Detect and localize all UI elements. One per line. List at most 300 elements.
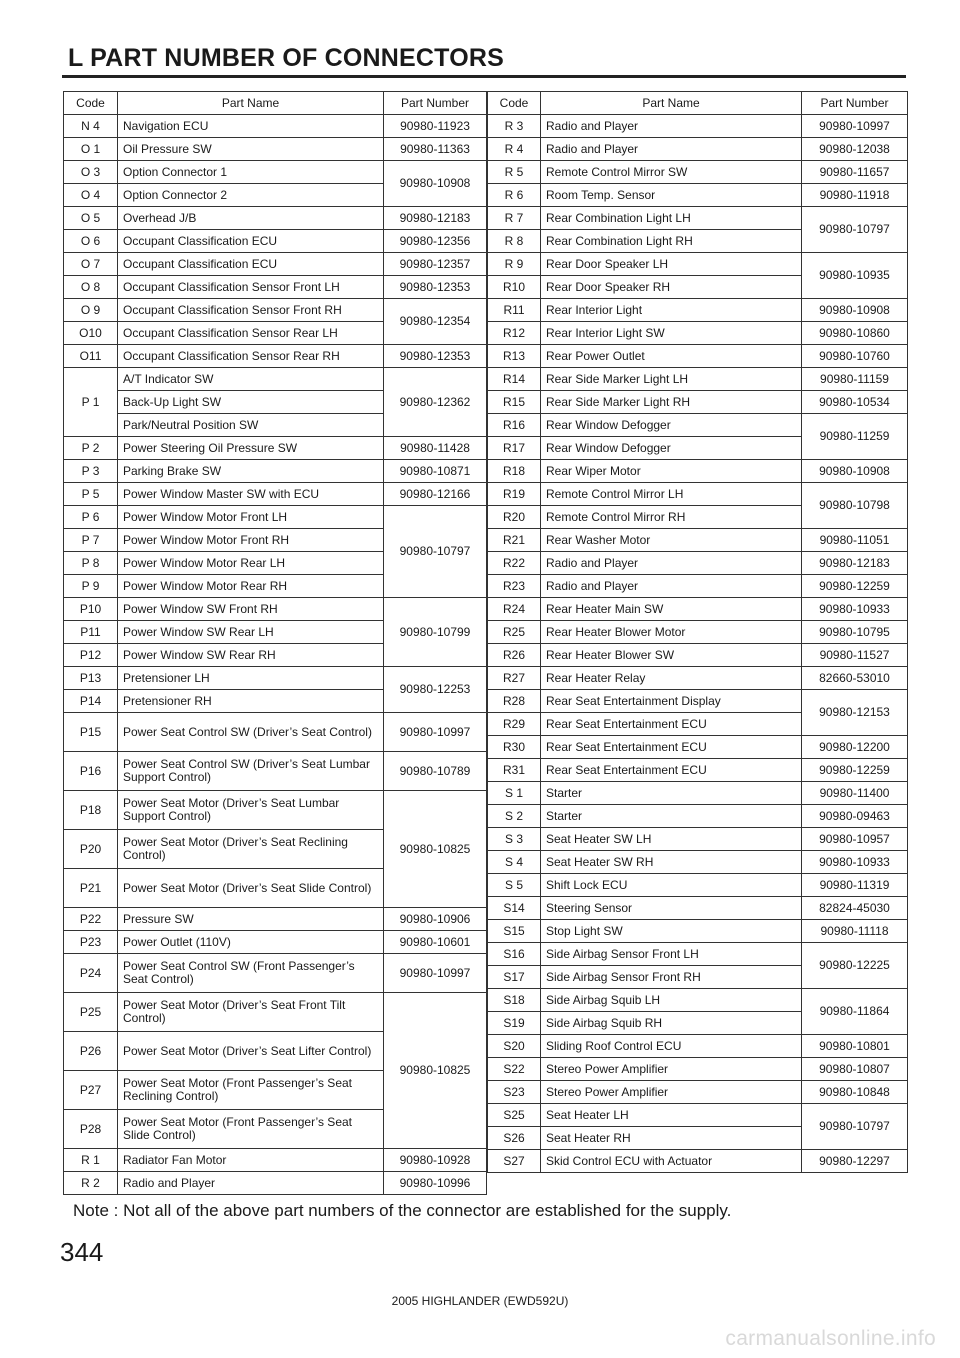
part-number: 90980-10933 [802, 598, 908, 621]
connector-code: R18 [488, 460, 541, 483]
part-name: Radio and Player [541, 575, 802, 598]
part-number: 90980-10860 [802, 322, 908, 345]
table-row [64, 230, 487, 253]
table-row [488, 851, 908, 874]
connector-code: R 5 [488, 161, 541, 184]
part-name: Rear Combination Light RH [541, 230, 802, 253]
connector-code: S23 [488, 1081, 541, 1104]
supply-note: Note : Not all of the above part numbers of the connector are established for the supply. [73, 1201, 732, 1220]
connector-code: P 3 [64, 460, 118, 483]
part-number: 90980-12183 [802, 552, 908, 575]
part-number: 90980-12356 [384, 230, 487, 253]
table-row [488, 782, 908, 805]
connector-code: P24 [64, 954, 118, 993]
part-number: 90980-11400 [802, 782, 908, 805]
table-row [64, 138, 487, 161]
table-row [64, 752, 487, 791]
part-name: Power Seat Motor (Driver’s Seat Front Tilt Control) [118, 993, 384, 1032]
part-number: 90980-11923 [384, 115, 487, 138]
connector-table-left [63, 91, 487, 1195]
part-name: Rear Seat Entertainment ECU [541, 736, 802, 759]
connector-code: R30 [488, 736, 541, 759]
connector-code: R 1 [64, 1149, 118, 1172]
connector-code: P 8 [64, 552, 118, 575]
part-number: 90980-10848 [802, 1081, 908, 1104]
part-name: Power Window Motor Front RH [118, 529, 384, 552]
part-number: 90980-12357 [384, 253, 487, 276]
part-number: 90980-11428 [384, 437, 487, 460]
part-number: 90980-10798 [802, 483, 908, 529]
connector-code: P 2 [64, 437, 118, 460]
part-name: Stereo Power Amplifier [541, 1058, 802, 1081]
connector-code: R27 [488, 667, 541, 690]
part-name: Occupant Classification ECU [118, 253, 384, 276]
table-row [488, 828, 908, 851]
part-name: Steering Sensor [541, 897, 802, 920]
connector-code: P16 [64, 752, 118, 791]
connector-code: S 5 [488, 874, 541, 897]
part-name: Rear Combination Light LH [541, 207, 802, 230]
part-name: Starter [541, 805, 802, 828]
table-row [488, 184, 908, 207]
part-name: Back-Up Light SW [118, 391, 384, 414]
table-row [488, 138, 908, 161]
connector-code: R17 [488, 437, 541, 460]
part-name: Sliding Roof Control ECU [541, 1035, 802, 1058]
connector-code: O 7 [64, 253, 118, 276]
part-name: Radiator Fan Motor [118, 1149, 384, 1172]
connector-code: O11 [64, 345, 118, 368]
table-row [488, 1081, 908, 1104]
connector-code: R 7 [488, 207, 541, 230]
connector-code: R16 [488, 414, 541, 437]
part-name: Power Seat Motor (Driver’s Seat Slide Control) [118, 869, 384, 908]
part-name: Rear Seat Entertainment ECU [541, 759, 802, 782]
part-number: 90980-10933 [802, 851, 908, 874]
connector-table-right [487, 91, 908, 1173]
header-code: Code [488, 92, 541, 115]
table-row [64, 931, 487, 954]
part-number: 90980-10871 [384, 460, 487, 483]
connector-code: S 4 [488, 851, 541, 874]
table-row [488, 920, 908, 943]
part-name: Power Seat Motor (Front Passenger’s Seat Slide Control) [118, 1110, 384, 1149]
part-number: 90980-10601 [384, 931, 487, 954]
title-divider [62, 75, 906, 78]
part-number: 82824-45030 [802, 897, 908, 920]
connector-code: S14 [488, 897, 541, 920]
table-row [64, 954, 487, 993]
part-name: Rear Heater Blower SW [541, 644, 802, 667]
part-name: Rear Seat Entertainment Display [541, 690, 802, 713]
page-title: L PART NUMBER OF CONNECTORS [68, 44, 504, 72]
table-row [488, 759, 908, 782]
part-number: 90980-11864 [802, 989, 908, 1035]
part-number: 90980-10957 [802, 828, 908, 851]
connector-code: R 3 [488, 115, 541, 138]
connector-code: R24 [488, 598, 541, 621]
connector-code: S17 [488, 966, 541, 989]
connector-code: R 6 [488, 184, 541, 207]
table-row [488, 207, 908, 230]
connector-code: R26 [488, 644, 541, 667]
connector-code: S20 [488, 1035, 541, 1058]
header-code: Code [64, 92, 118, 115]
watermark: carmanualsonline.info [725, 1327, 936, 1350]
part-number: 90980-11051 [802, 529, 908, 552]
part-name: Rear Seat Entertainment ECU [541, 713, 802, 736]
connector-code: R28 [488, 690, 541, 713]
connector-code: S18 [488, 989, 541, 1012]
connector-code: R10 [488, 276, 541, 299]
part-number: 90980-10996 [384, 1172, 487, 1195]
part-name: Power Outlet (110V) [118, 931, 384, 954]
part-number: 90980-12353 [384, 276, 487, 299]
part-number: 90980-10807 [802, 1058, 908, 1081]
part-number: 90980-12259 [802, 759, 908, 782]
part-number: 90980-10997 [384, 713, 487, 752]
part-number: 82660-53010 [802, 667, 908, 690]
table-row [488, 1104, 908, 1127]
connector-code: O 4 [64, 184, 118, 207]
table-row [488, 460, 908, 483]
connector-code: R 2 [64, 1172, 118, 1195]
table-row [64, 253, 487, 276]
connector-code: O 6 [64, 230, 118, 253]
part-number: 90980-12362 [384, 368, 487, 437]
table-row [488, 1035, 908, 1058]
part-number: 90980-10795 [802, 621, 908, 644]
part-name: Parking Brake SW [118, 460, 384, 483]
part-number: 90980-12225 [802, 943, 908, 989]
table-row [488, 368, 908, 391]
table-row [488, 989, 908, 1012]
table-row [488, 575, 908, 598]
table-row [64, 299, 487, 322]
part-number: 90980-12354 [384, 299, 487, 345]
part-name: Seat Heater SW LH [541, 828, 802, 851]
connector-code: O 3 [64, 161, 118, 184]
part-number: 90980-11918 [802, 184, 908, 207]
connector-code: R 8 [488, 230, 541, 253]
connector-code: S25 [488, 1104, 541, 1127]
table-row [488, 391, 908, 414]
connector-code: S16 [488, 943, 541, 966]
part-name: Power Seat Motor (Driver’s Seat Reclining Control) [118, 830, 384, 869]
connector-code: R31 [488, 759, 541, 782]
table-row [64, 483, 487, 506]
part-number: 90980-10760 [802, 345, 908, 368]
table-row [488, 1058, 908, 1081]
connector-code: P28 [64, 1110, 118, 1149]
table-row [488, 598, 908, 621]
table-row [488, 552, 908, 575]
connector-code: O 9 [64, 299, 118, 322]
part-number: 90980-10534 [802, 391, 908, 414]
part-name: Side Airbag Sensor Front LH [541, 943, 802, 966]
table-row [64, 161, 487, 184]
connector-code: O 1 [64, 138, 118, 161]
connector-code: R14 [488, 368, 541, 391]
part-name: A/T Indicator SW [118, 368, 384, 391]
connector-code: R13 [488, 345, 541, 368]
connector-code: R25 [488, 621, 541, 644]
part-name: Power Seat Motor (Driver’s Seat Lifter Control) [118, 1032, 384, 1071]
part-number: 90980-11319 [802, 874, 908, 897]
part-name: Rear Side Marker Light LH [541, 368, 802, 391]
connector-code: P18 [64, 791, 118, 830]
table-row [488, 299, 908, 322]
part-name: Rear Interior Light SW [541, 322, 802, 345]
part-name: Rear Washer Motor [541, 529, 802, 552]
connector-code: P23 [64, 931, 118, 954]
connector-code: P15 [64, 713, 118, 752]
header-part-name: Part Name [118, 92, 384, 115]
part-number: 90980-10908 [802, 299, 908, 322]
table-row [488, 115, 908, 138]
connector-code: P 9 [64, 575, 118, 598]
part-number: 90980-10825 [384, 791, 487, 908]
part-name: Rear Heater Main SW [541, 598, 802, 621]
part-name: Power Seat Control SW (Driver’s Seat Control) [118, 713, 384, 752]
part-name: Park/Neutral Position SW [118, 414, 384, 437]
table-row [488, 414, 908, 437]
part-name: Side Airbag Squib LH [541, 989, 802, 1012]
table-row [64, 345, 487, 368]
connector-code: P13 [64, 667, 118, 690]
connector-code: P22 [64, 908, 118, 931]
part-name: Stereo Power Amplifier [541, 1081, 802, 1104]
part-name: Pressure SW [118, 908, 384, 931]
part-name: Rear Heater Relay [541, 667, 802, 690]
connector-code: S27 [488, 1150, 541, 1173]
part-name: Remote Control Mirror SW [541, 161, 802, 184]
part-name: Power Window Motor Rear RH [118, 575, 384, 598]
table-row [64, 908, 487, 931]
connector-code: R15 [488, 391, 541, 414]
part-number: 90980-12038 [802, 138, 908, 161]
part-name: Stop Light SW [541, 920, 802, 943]
table-row [64, 460, 487, 483]
part-name: Power Seat Motor (Driver’s Seat Lumbar Support Control) [118, 791, 384, 830]
connector-code: P12 [64, 644, 118, 667]
part-number: 90980-12200 [802, 736, 908, 759]
table-row [488, 161, 908, 184]
header-part-number: Part Number [384, 92, 487, 115]
part-number: 90980-10801 [802, 1035, 908, 1058]
part-name: Rear Wiper Motor [541, 460, 802, 483]
connector-code: R 4 [488, 138, 541, 161]
table-row [64, 667, 487, 690]
part-name: Pretensioner RH [118, 690, 384, 713]
connector-code: O 8 [64, 276, 118, 299]
header-part-name: Part Name [541, 92, 802, 115]
part-number: 90980-10797 [802, 1104, 908, 1150]
part-name: Power Window Master SW with ECU [118, 483, 384, 506]
connector-code: P 6 [64, 506, 118, 529]
connector-code: S19 [488, 1012, 541, 1035]
table-row [488, 345, 908, 368]
connector-code: S 1 [488, 782, 541, 805]
part-name: Power Seat Control SW (Driver’s Seat Lumbar Support Control) [118, 752, 384, 791]
connector-code: R12 [488, 322, 541, 345]
part-name: Rear Power Outlet [541, 345, 802, 368]
table-row [64, 115, 487, 138]
connector-code: P21 [64, 869, 118, 908]
part-name: Remote Control Mirror LH [541, 483, 802, 506]
table-row [64, 993, 487, 1032]
connector-code: S15 [488, 920, 541, 943]
document-footer: 2005 HIGHLANDER (EWD592U) [391, 1294, 569, 1308]
part-name: Rear Door Speaker LH [541, 253, 802, 276]
table-row [64, 437, 487, 460]
part-name: Rear Interior Light [541, 299, 802, 322]
part-name: Seat Heater LH [541, 1104, 802, 1127]
part-name: Occupant Classification Sensor Front RH [118, 299, 384, 322]
part-number: 90980-12353 [384, 345, 487, 368]
table-row [488, 322, 908, 345]
connector-code: P14 [64, 690, 118, 713]
part-number: 90980-11259 [802, 414, 908, 460]
part-number: 90980-10908 [384, 161, 487, 207]
part-number: 90980-12253 [384, 667, 487, 713]
part-number: 90980-09463 [802, 805, 908, 828]
connector-code: P11 [64, 621, 118, 644]
table-row [64, 368, 487, 391]
part-name: Radio and Player [541, 115, 802, 138]
part-name: Option Connector 2 [118, 184, 384, 207]
part-name: Radio and Player [541, 138, 802, 161]
part-number: 90980-10797 [802, 207, 908, 253]
table-row [488, 1150, 908, 1173]
part-name: Shift Lock ECU [541, 874, 802, 897]
table-row [64, 1172, 487, 1195]
part-name: Occupant Classification Sensor Rear RH [118, 345, 384, 368]
connector-code: S26 [488, 1127, 541, 1150]
part-number: 90980-12166 [384, 483, 487, 506]
part-name: Rear Side Marker Light RH [541, 391, 802, 414]
part-number: 90980-10797 [384, 506, 487, 598]
table-row [488, 483, 908, 506]
header-part-number: Part Number [802, 92, 908, 115]
part-number: 90980-10997 [802, 115, 908, 138]
part-number: 90980-11363 [384, 138, 487, 161]
part-name: Occupant Classification Sensor Front LH [118, 276, 384, 299]
connector-code: R22 [488, 552, 541, 575]
part-number: 90980-10928 [384, 1149, 487, 1172]
part-number: 90980-11527 [802, 644, 908, 667]
part-name: Rear Window Defogger [541, 414, 802, 437]
part-name: Rear Heater Blower Motor [541, 621, 802, 644]
part-name: Skid Control ECU with Actuator [541, 1150, 802, 1173]
connector-code: R29 [488, 713, 541, 736]
part-number: 90980-11657 [802, 161, 908, 184]
part-number: 90980-10908 [802, 460, 908, 483]
page-number: 344 [60, 1237, 104, 1267]
connector-code: P27 [64, 1071, 118, 1110]
connector-code: R21 [488, 529, 541, 552]
part-name: Seat Heater RH [541, 1127, 802, 1150]
part-number: 90980-12183 [384, 207, 487, 230]
table-row [64, 1149, 487, 1172]
connector-code: P10 [64, 598, 118, 621]
table-row [488, 667, 908, 690]
part-name: Seat Heater SW RH [541, 851, 802, 874]
part-name: Radio and Player [118, 1172, 384, 1195]
part-name: Oil Pressure SW [118, 138, 384, 161]
table-row [488, 690, 908, 713]
part-number: 90980-10997 [384, 954, 487, 993]
table-row [488, 943, 908, 966]
part-number: 90980-11159 [802, 368, 908, 391]
part-name: Side Airbag Sensor Front RH [541, 966, 802, 989]
part-name: Room Temp. Sensor [541, 184, 802, 207]
part-name: Navigation ECU [118, 115, 384, 138]
connector-code: R11 [488, 299, 541, 322]
part-number: 90980-12153 [802, 690, 908, 736]
part-number: 90980-10906 [384, 908, 487, 931]
connector-code: O 5 [64, 207, 118, 230]
part-number: 90980-10799 [384, 598, 487, 667]
part-name: Occupant Classification ECU [118, 230, 384, 253]
table-row [64, 276, 487, 299]
part-name: Remote Control Mirror RH [541, 506, 802, 529]
part-name: Side Airbag Squib RH [541, 1012, 802, 1035]
part-number: 90980-10825 [384, 993, 487, 1149]
part-name: Power Steering Oil Pressure SW [118, 437, 384, 460]
connector-code: S22 [488, 1058, 541, 1081]
part-name: Power Window Motor Rear LH [118, 552, 384, 575]
connector-code: R 9 [488, 253, 541, 276]
part-name: Rear Window Defogger [541, 437, 802, 460]
part-name: Power Seat Control SW (Front Passenger’s Seat Control) [118, 954, 384, 993]
part-number: 90980-12259 [802, 575, 908, 598]
connector-code: R20 [488, 506, 541, 529]
connector-code: P 7 [64, 529, 118, 552]
part-name: Radio and Player [541, 552, 802, 575]
part-name: Power Seat Motor (Front Passenger’s Seat Reclining Control) [118, 1071, 384, 1110]
part-name: Occupant Classification Sensor Rear LH [118, 322, 384, 345]
table-row [64, 506, 487, 529]
connector-code: S 2 [488, 805, 541, 828]
table-row [64, 791, 487, 830]
part-name: Power Window SW Front RH [118, 598, 384, 621]
table-row [488, 621, 908, 644]
part-name: Overhead J/B [118, 207, 384, 230]
part-number: 90980-10789 [384, 752, 487, 791]
connector-code: O10 [64, 322, 118, 345]
connector-code: P20 [64, 830, 118, 869]
connector-code: P 1 [64, 368, 118, 437]
table-row [488, 253, 908, 276]
table-row [64, 207, 487, 230]
table-row [488, 529, 908, 552]
part-name: Power Window SW Rear RH [118, 644, 384, 667]
table-row [64, 598, 487, 621]
table-row [488, 736, 908, 759]
table-row [488, 897, 908, 920]
part-number: 90980-11118 [802, 920, 908, 943]
part-number: 90980-10935 [802, 253, 908, 299]
connector-code: N 4 [64, 115, 118, 138]
part-number: 90980-12297 [802, 1150, 908, 1173]
part-name: Option Connector 1 [118, 161, 384, 184]
connector-code: P 5 [64, 483, 118, 506]
part-name: Pretensioner LH [118, 667, 384, 690]
table-row [488, 644, 908, 667]
part-name: Starter [541, 782, 802, 805]
part-name: Power Window Motor Front LH [118, 506, 384, 529]
